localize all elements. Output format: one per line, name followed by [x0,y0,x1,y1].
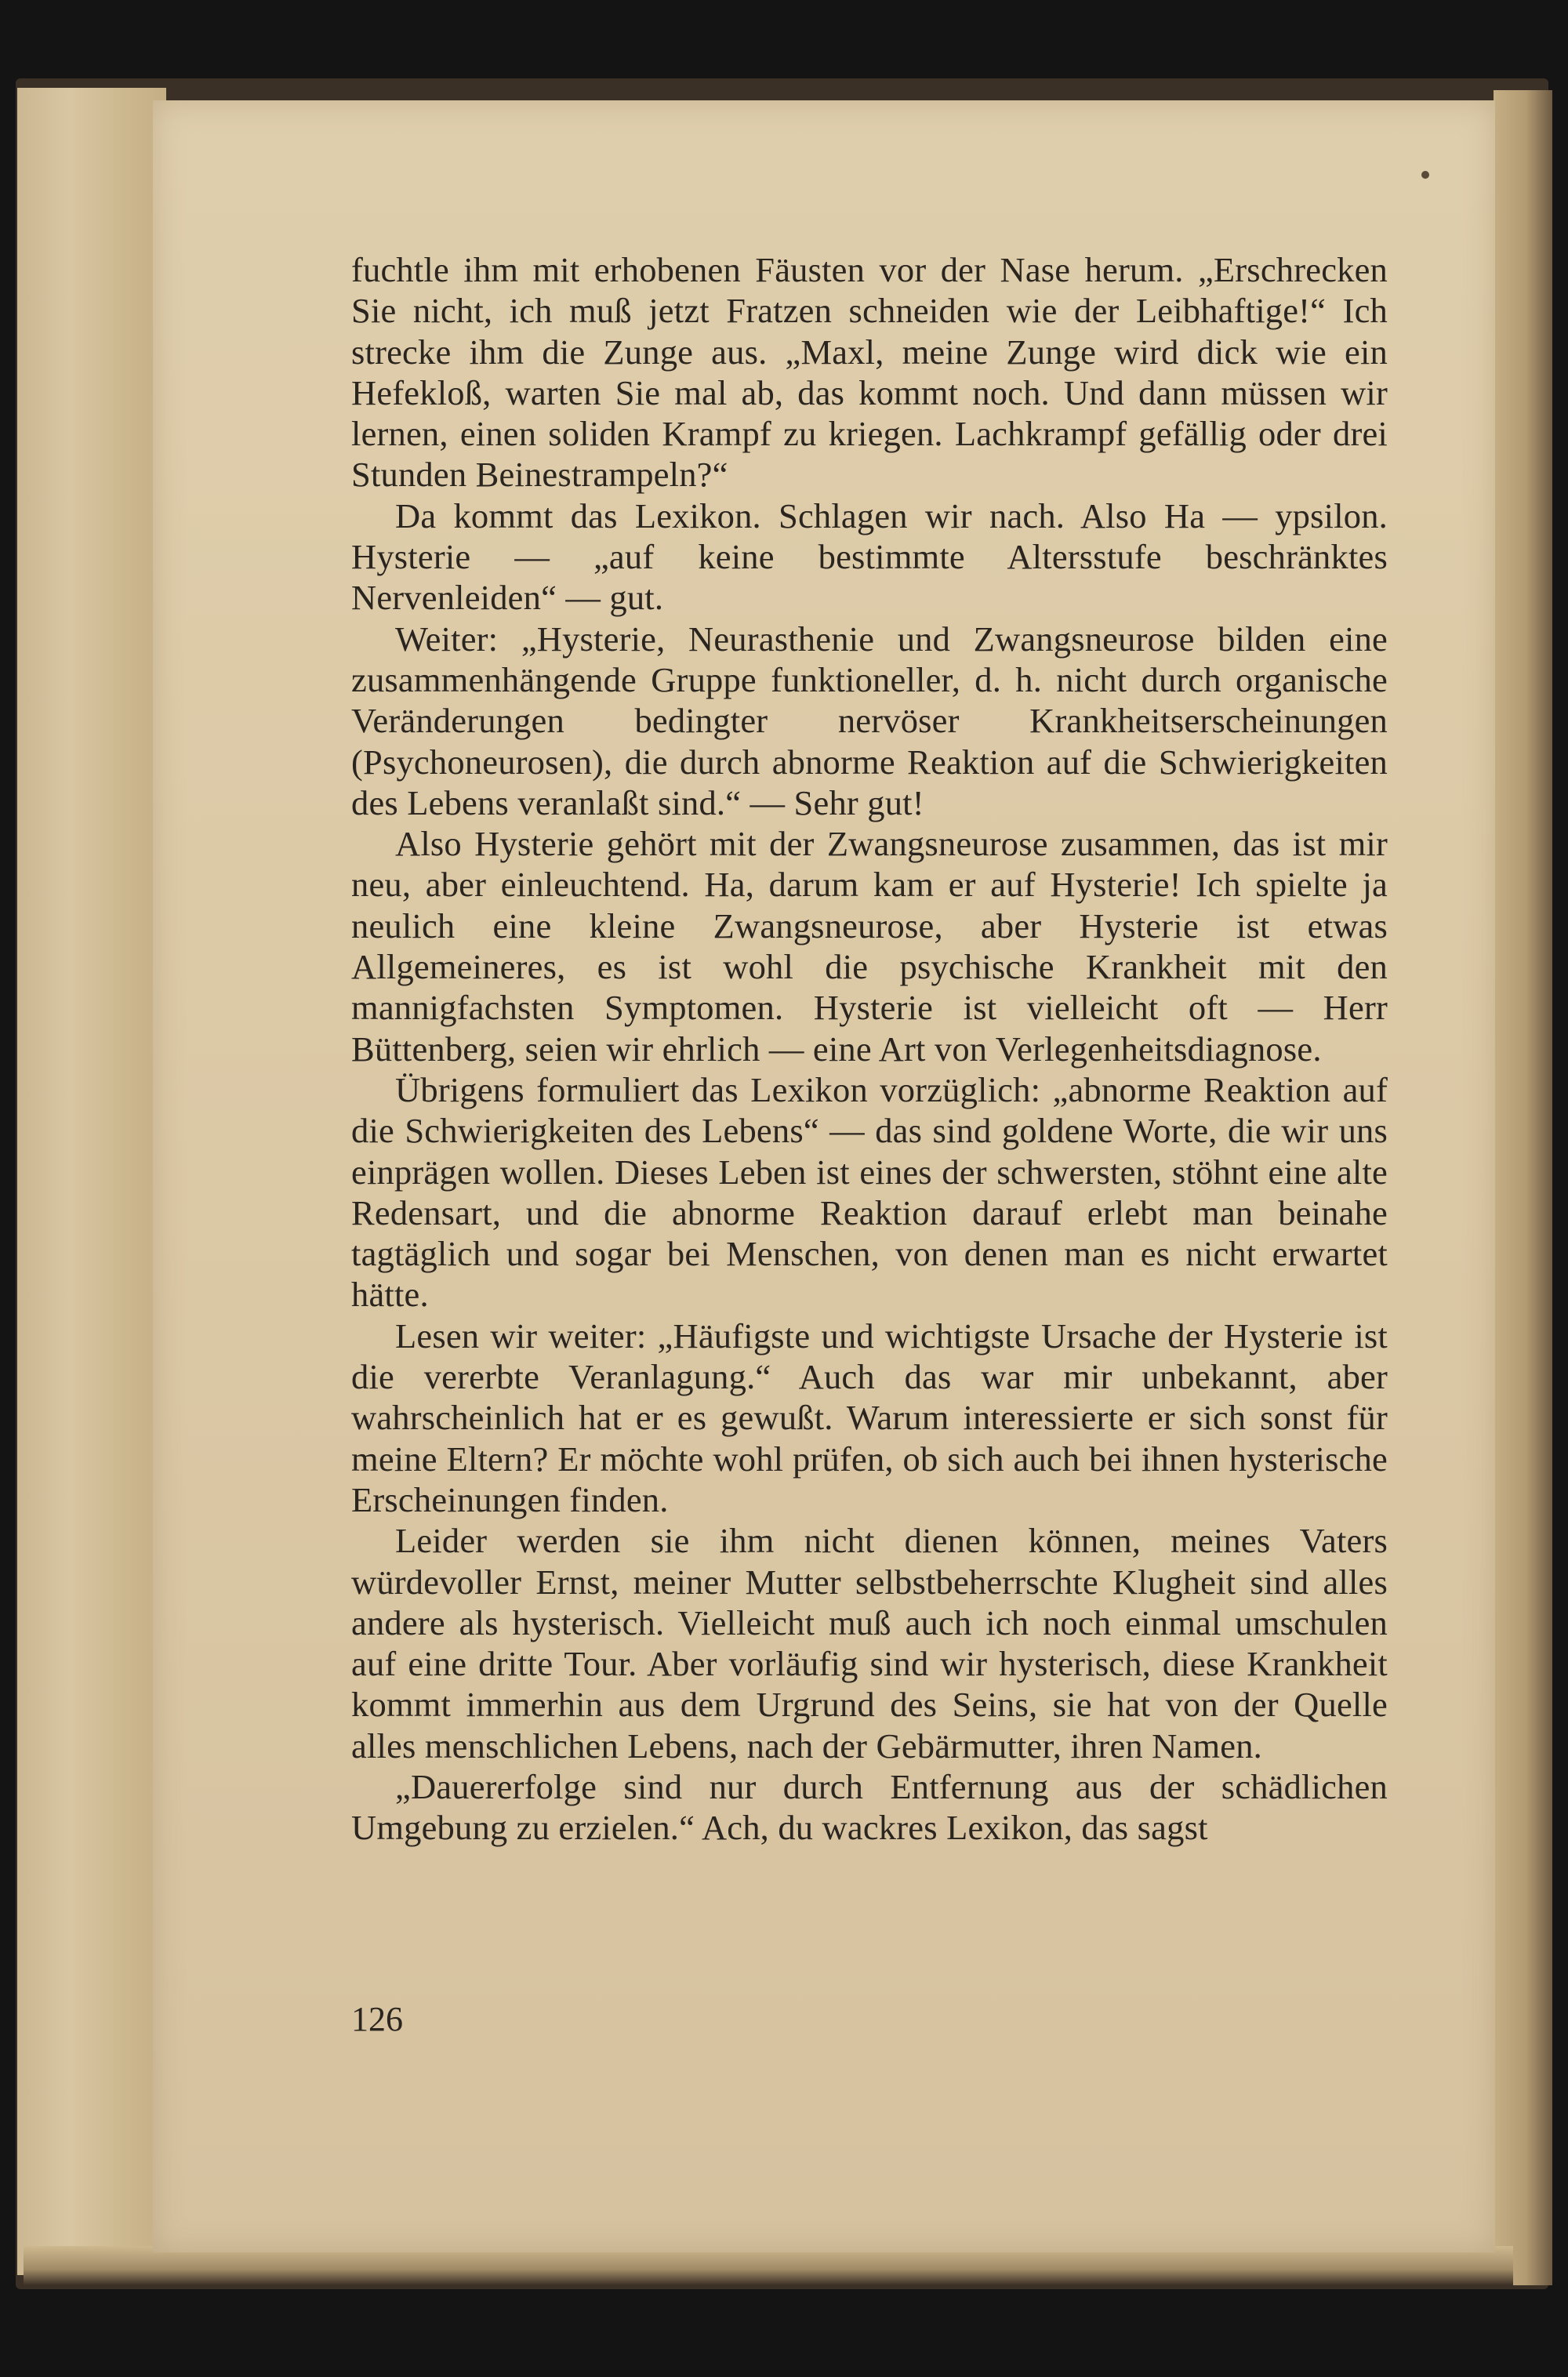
paragraph: Lesen wir weiter: „Häufigste und wichtigste Ursache der Hysterie ist die vererbte Veranlagung.“ Auch das war mir unbekannt, aber wahrscheinlich hat er es gewußt. Warum interessierte er sich sonst für meine Eltern? Er möchte wohl prüfen, ob sich auch bei ihnen hysterische Erscheinungen finden. [351,1316,1388,1519]
paragraph: Also Hysterie gehört mit der Zwangsneurose zusammen, das ist mir neu, aber einleuchtend. Ha, darum kam er auf Hysterie! Ich spielte ja neulich eine kleine Zwangsneurose, aber Hysterie ist etwas Allgemeineres, es ist wohl die psychische Krankheit mit den mannigfachsten Symptomen. Hysterie ist vielleicht oft — Herr Büttenberg, seien wir ehrlich — eine Art von Verlegenheitsdiagnose. [351,824,1388,1069]
paragraph: „Dauererfolge sind nur durch Entfernung aus der schädlichen Umgebung zu erzielen.“ Ach, du wackres Lexikon, das sagst [351,1766,1388,1848]
paragraph: fuchtle ihm mit erhobenen Fäusten vor der Nase herum. „Erschrecken Sie nicht, ich muß jetzt Fratzen schneiden wie der Leibhaftige!“ Ich strecke ihm die Zunge aus. „Maxl, meine Zunge wird dick wie ein Hefekloß, warten Sie mal ab, das kommt noch. Und dann müssen wir lernen, einen soliden Krampf zu kriegen. Lachkrampf gefällig oder drei Stunden Beinestrampeln?“ [351,250,1388,495]
paragraph: Da kommt das Lexikon. Schlagen wir nach. Also Ha — ypsilon. Hysterie — „auf keine bestimmte Altersstufe beschränktes Nervenleiden“ — gut. [351,495,1388,618]
page-edges-right [1494,90,1552,2285]
paper-speck [1421,171,1429,179]
paragraph: Übrigens formuliert das Lexikon vorzüglich: „abnorme Reaktion auf die Schwierigkeiten des Lebens“ — das sind goldene Worte, die wir uns einprägen wollen. Dieses Leben ist eines der schwersten, stöhnt eine alte Redensart, und die abnorme Reaktion darauf erlebt man beinahe tagtäglich und sogar bei Menschen, von denen man es nicht erwartet hätte. [351,1069,1388,1315]
paragraph: Weiter: „Hysterie, Neurasthenie und Zwangsneurose bilden eine zusammenhängende Gruppe funktioneller, d. h. nicht durch organische Veränderungen bedingter nervöser Krankheitserscheinungen (Psychoneurosen), die durch abnorme Reaktion auf die Schwierigkeiten des Lebens veranlaßt sind.“ — Sehr gut! [351,619,1388,822]
page-edges-left [17,88,166,2275]
paragraph: Leider werden sie ihm nicht dienen können, meines Vaters würdevoller Ernst, meiner Mutter selbstbeherrschte Klugheit sind alles andere als hysterisch. Vielleicht muß auch ich noch einmal umschulen auf eine dritte Tour. Aber vorläufig sind wir hysterisch, diese Krankheit kommt immerhin aus dem Urgrund des Seins, sie hat von der Quelle alles menschlichen Lebens, nach der Gebärmutter, ihren Namen. [351,1521,1388,1766]
page-text [351,249,1388,1849]
page-number: 126 [351,2000,403,2038]
